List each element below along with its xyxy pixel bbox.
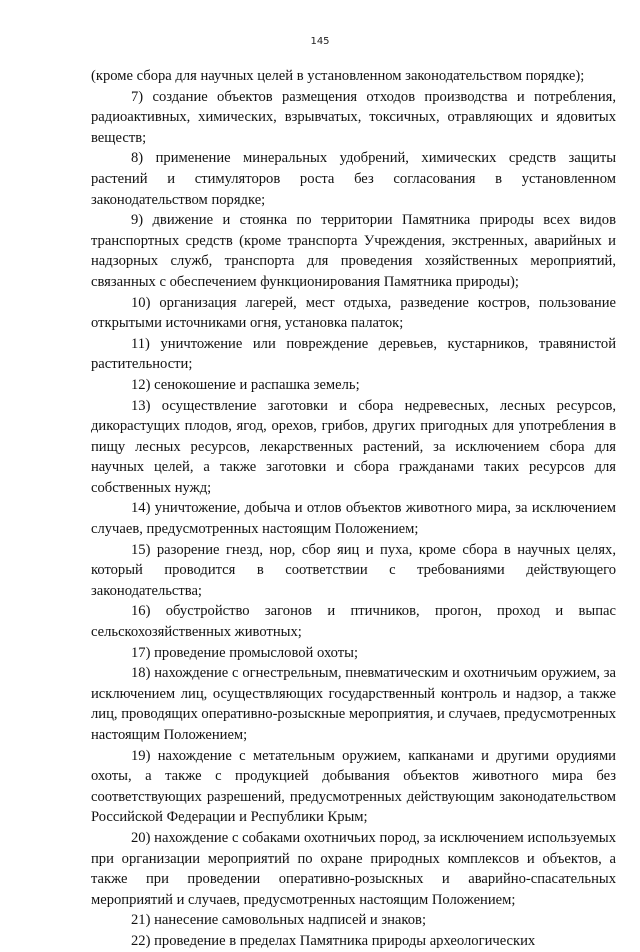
list-item-9: 9) движение и стоянка по территории Памятника природы всех видов транспортных средств (кроме транспорта Учреждения, экстренных, аварийных и надзорных служб, транспорта для проведения хозяйственных мероприятий, связанных с обеспечением функционирования Памятника природы); [91,212,616,290]
list-item-22: 22) проведение в пределах Памятника природы археологических [131,932,536,949]
list-item-8: 8) применение минеральных удобрений, химических средств защиты растений и стимуляторов роста без согласования в установленном законодательством порядке; [91,150,616,208]
list-item-18: 18) нахождение с огнестрельным, пневматическим и охотничьим оружием, за исключением лиц, осуществляющих государственный контроль и надзор, а также лиц, проводящих оперативно-розыскные мероприятия, и случаев, предусмотренных настоящим Положением; [91,665,617,743]
list-item-21: 21) нанесение самовольных надписей и знаков; [131,912,427,929]
page-number: 145 [310,36,330,47]
list-item-13: 13) осуществление заготовки и сбора недревесных, лесных ресурсов, дикорастущих плодов, ягод, орехов, грибов, других пригодных для употребления в пищу лесных ресурсов, лекарственных растений, за исключением сбора для научных целей, а также заготовки и сбора гражданами таких ресурсов для собственных нужд; [91,397,616,496]
list-item-20: 20) нахождение с собаками охотничьих пород, за исключением используемых при организации мероприятий по охране природных комплексов и объектов, а также при проведении оперативно-розыскных и аварийно-спасательных мероприятий и случаев, предусмотренных настоящим Положением; [91,829,616,908]
list-item-16: 16) обустройство загонов и птичников, прогон, проход и выпас сельскохозяйственных животных; [91,603,616,641]
paragraph-continuation: (кроме сбора для научных целей в установленном законодательством порядке); [91,68,585,84]
list-item-17: 17) проведение промысловой охоты; [131,644,359,661]
list-item-11: 11) уничтожение или повреждение деревьев, кустарников, травянистой растительности; [91,335,616,373]
document-body [91,66,616,952]
list-item-19: 19) нахождение с метательным оружием, капканами и другими орудиями охоты, а также с продукцией добывания объектов животного мира без соответствующих разрешений, предусмотренных действующим законодательством Российской Федерации и Республики Крым; [91,747,616,826]
list-item-12: 12) сенокошение и распашка земель; [131,376,360,393]
list-item-10: 10) организация лагерей, мест отдыха, разведение костров, пользование открытыми источниками огня, установка палаток; [91,294,616,332]
list-item-15: 15) разорение гнезд, нор, сбор яиц и пуха, кроме сбора в научных целях, который проводится в соответствии с требованиями действующего законодательства; [91,541,616,599]
list-item-7: 7) создание объектов размещения отходов производства и потребления, радиоактивных, химических, взрывчатых, токсичных, отравляющих и ядовитых веществ; [91,88,616,146]
list-item-14: 14) уничтожение, добыча и отлов объектов животного мира, за исключением случаев, предусмотренных настоящим Положением; [91,500,616,538]
